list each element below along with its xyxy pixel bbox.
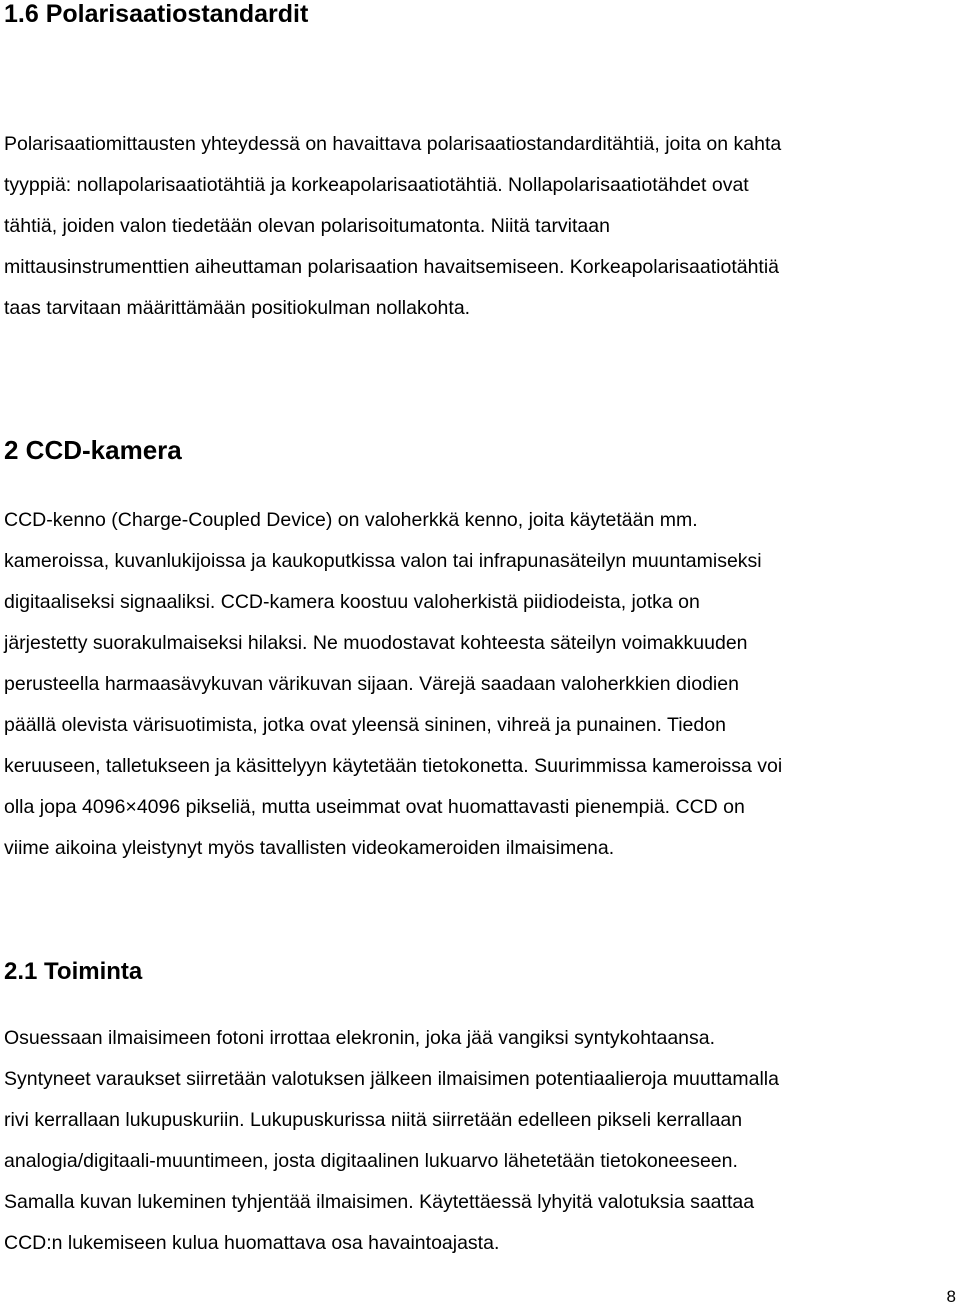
section-heading-operation: 2.1 Toiminta — [4, 958, 143, 985]
paragraph-line: tähtiä, joiden valon tiedetään olevan polarisoitumatonta. Niitä tarvitaan — [4, 215, 610, 237]
paragraph-operation — [4, 1018, 779, 1264]
paragraph-line: järjestetty suorakulmaiseksi hilaksi. Ne muodostavat kohteesta säteilyn voimakkuuden — [4, 632, 748, 654]
paragraph-line: keruuseen, talletukseen ja käsittelyyn käytetään tietokonetta. Suurimmissa kameroissa voi — [4, 755, 783, 777]
paragraph-line: mittausinstrumenttien aiheuttaman polarisaation havaitsemiseen. Korkeapolarisaatiotähtiä — [4, 256, 780, 278]
paragraph-line: Samalla kuvan lukeminen tyhjentää ilmaisimen. Käytettäessä lyhyitä valotuksia saattaa — [4, 1191, 755, 1213]
page-number: 8 — [946, 1287, 956, 1306]
paragraph-line: päällä olevista värisuotimista, jotka ovat yleensä sininen, vihreä ja punainen. Tiedon — [4, 714, 726, 736]
paragraph-line: CCD:n lukemiseen kulua huomattava osa havaintoajasta. — [4, 1232, 500, 1254]
paragraph-line: analogia/digitaali-muuntimeen, josta digitaalinen lukuarvo lähetetään tietokoneeseen. — [4, 1150, 738, 1172]
paragraph-polarisation-standards — [4, 124, 781, 329]
paragraph-line: Syntyneet varaukset siirretään valotuksen jälkeen ilmaisimen potentiaalieroja muuttamalla — [4, 1068, 779, 1090]
paragraph-line: tyyppiä: nollapolarisaatiotähtiä ja korkeapolarisaatiotähtiä. Nollapolarisaatiotähdet ovat — [4, 174, 749, 196]
paragraph-line: Polarisaatiomittausten yhteydessä on havaittava polarisaatiostandarditähtiä, joita on kahta — [4, 133, 782, 155]
paragraph-line: Osuessaan ilmaisimeen fotoni irrottaa elekronin, joka jää vangiksi syntykohtaansa. — [4, 1027, 716, 1049]
paragraph-line: kameroissa, kuvanlukijoissa ja kaukoputkissa valon tai infrapunasäteilyn muuntamiseksi — [4, 550, 762, 572]
paragraph-line: perusteella harmaasävykuvan värikuvan sijaan. Värejä saadaan valoherkkien diodien — [4, 673, 739, 695]
paragraph-line: digitaaliseksi signaaliksi. CCD-kamera koostuu valoherkistä piidiodeista, jotka on — [4, 591, 700, 613]
paragraph-line: taas tarvitaan määrittämään positiokulman nollakohta. — [4, 297, 471, 319]
paragraph-ccd-camera — [4, 500, 782, 869]
paragraph-line: CCD-kenno (Charge-Coupled Device) on valoherkkä kenno, joita käytetään mm. — [4, 509, 698, 531]
paragraph-line: olla jopa 4096×4096 pikseliä, mutta useimmat ovat huomattavasti pienempiä. CCD on — [4, 796, 745, 818]
paragraph-line: rivi kerrallaan lukupuskuriin. Lukupuskurissa niitä siirretään edelleen pikseli kerrallaan — [4, 1109, 743, 1131]
section-heading-ccd-camera: 2 CCD-kamera — [4, 435, 182, 465]
section-heading-polarisation-standards: 1.6 Polarisaatiostandardit — [4, 0, 309, 28]
paragraph-line: viime aikoina yleistynyt myös tavallisten videokameroiden ilmaisimena. — [4, 837, 615, 859]
